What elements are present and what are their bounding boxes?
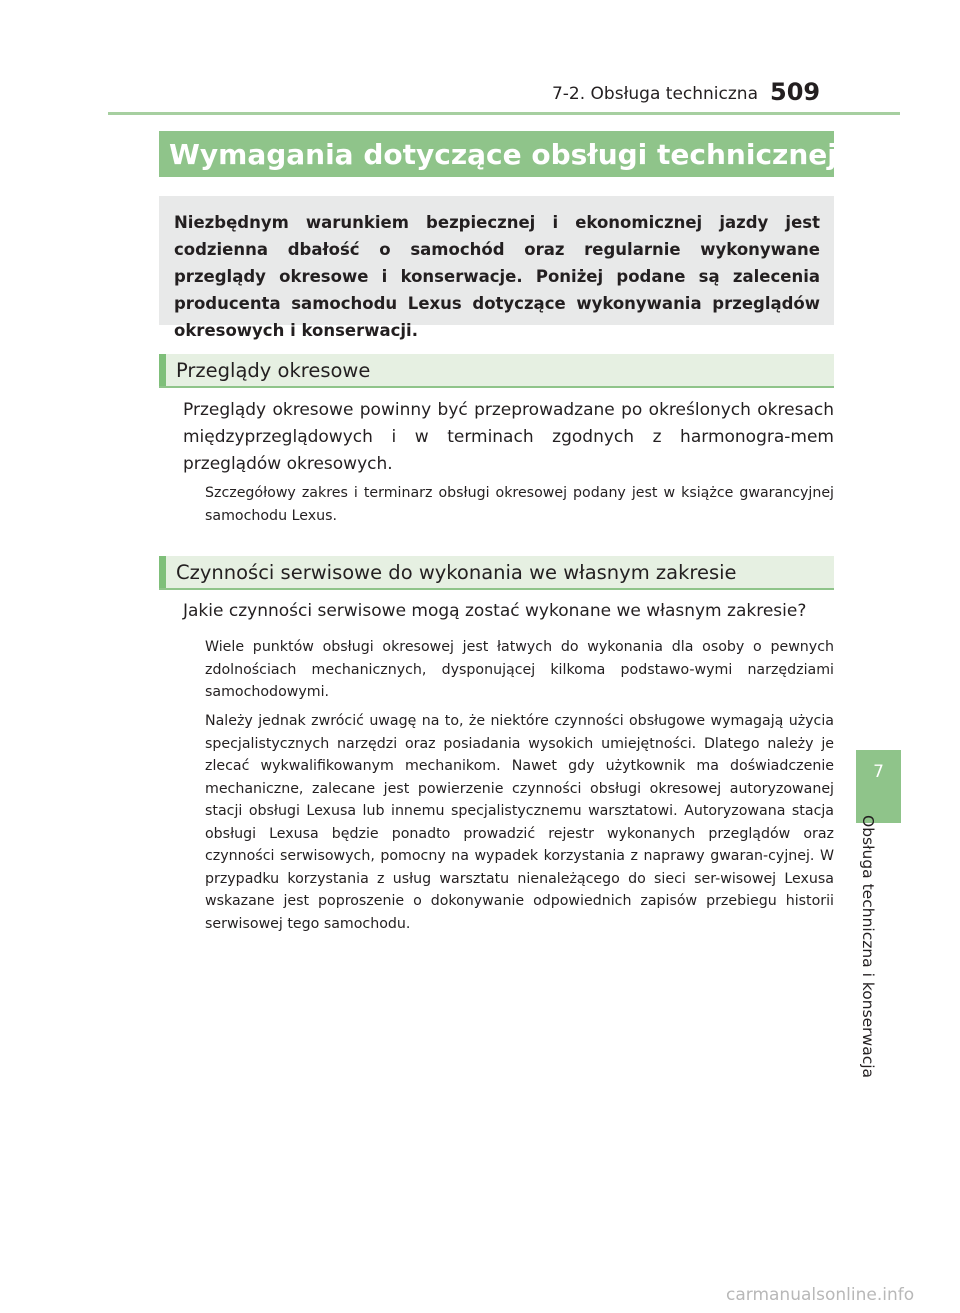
section-heading-self-service: [159, 556, 834, 590]
section-underline: [159, 386, 834, 388]
header-divider: [108, 112, 900, 115]
page-number: 509: [770, 78, 821, 106]
watermark: carmanualsonline.info: [726, 1285, 915, 1305]
body-paragraph: Jakie czynności serwisowe mogą zostać wykonane we własnym zakresie?: [183, 601, 807, 621]
body-paragraph: Przeglądy okresowe powinny być przeprowadzane po określonych okresach międzyprzeglądowych i w terminach zgodnych z harmonogra-mem przeglądów okresowych.: [183, 400, 834, 474]
note-paragraph: Wiele punktów obsługi okresowej jest łatwych do wykonania dla osoby o pewnych zdolnościach mechanicznych, dysponującej kilkoma podstawo-wymi narzędziami samochodowymi.: [205, 639, 834, 700]
section-heading-periodic-inspections: [159, 354, 834, 388]
chapter-side-label-text: Obsługa techniczna i konserwacja: [859, 815, 877, 1079]
intro-box: [159, 196, 834, 340]
note-paragraph: Należy jednak zwrócić uwagę na to, że niektóre czynności obsługowe wymagają użycia specjalistycznych narzędzi oraz posiadania wysokich umiejętności. Dlatego należy je zlecać wykwalifikowanym mechanikom. Nawet gdy użytkownik ma doświadczenie mechaniczne, zalecane jest powierzenie czynności obsługi okresowej autoryzowanej stacji obsługi Lexusa lub innemu specjalistycznemu warsztatowi. Autoryzowana stacja obsługi Lexusa będzie ponadto prowadzić rejestr wykonanych przeglądów oraz czynności serwisowych, pomocny na wypadek korzystania z naprawy gwaran-cyjnej. W przypadku korzystania z usług warsztatu nienależącego do sieci ser-wisowej Lexusa wskazane jest poproszenie o dokonywanie odpowiednich zapisów przebiegu historii serwisowej tego samochodu.: [205, 713, 834, 932]
section-heading-text: Czynności serwisowe do wykonania we własnym zakresie: [176, 561, 737, 584]
section-heading-text: Przeglądy okresowe: [176, 359, 371, 382]
section-underline: [159, 588, 834, 590]
intro-text: Niezbędnym warunkiem bezpiecznej i ekonomicznej jazdy jest codzienna dbałość o samochód oraz regularnie wykonywane przeglądy okresowe i konserwacje. Poniżej podane są zalecenia producenta samochodu Lexus dotyczące wykonywania przeglądów okresowych i konserwacji.: [174, 213, 820, 340]
note-paragraph: Szczegółowy zakres i terminarz obsługi okresowej podany jest w książce gwarancyjnej samochodu Lexus.: [205, 485, 834, 524]
chapter-tab: [856, 750, 901, 823]
page-title: Wymagania dotyczące obsługi technicznej: [169, 138, 837, 171]
chapter-section-label: 7-2. Obsługa techniczna: [551, 84, 758, 104]
section-marker: [159, 556, 166, 590]
section-marker: [159, 354, 166, 388]
page-title-bar: [159, 131, 837, 177]
chapter-number: 7: [873, 762, 884, 782]
